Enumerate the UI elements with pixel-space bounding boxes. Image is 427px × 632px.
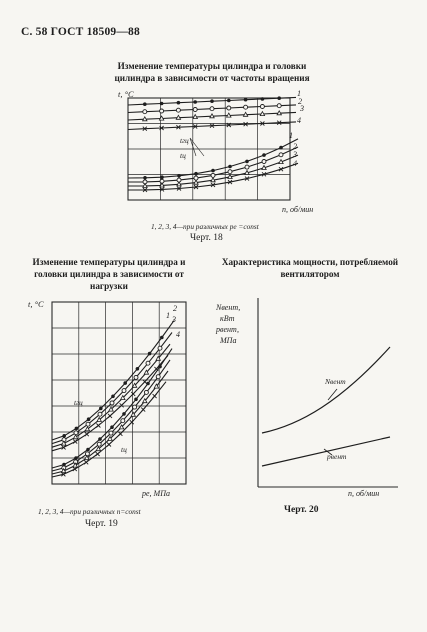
- fig18-curve-label-1b: 1: [289, 131, 293, 140]
- fig18-note: 1, 2, 3, 4—при различных pe =const: [151, 222, 259, 231]
- fig18-series-tgc-label: tгц: [180, 136, 189, 145]
- fig18-curve-label-4: 4: [297, 116, 301, 125]
- fig20-y-label-2: pвент,: [216, 325, 239, 334]
- fig19-series-tc-label: tц: [121, 445, 127, 454]
- fig18-curve-label-2: 2: [298, 97, 302, 106]
- fig19-x-axis-label: pe, МПа: [142, 489, 170, 498]
- fig20-y-label-2-unit: МПа: [220, 336, 237, 345]
- fig18-curve-label-2b: 2: [293, 142, 297, 151]
- fig18-curve-label-4b: 4: [293, 159, 297, 168]
- fig18-title: Изменение температуры цилиндра и головки цилиндра в зависимости от частоты вращения: [114, 61, 310, 83]
- fig19-title: Изменение температуры цилиндра и головки цилиндра в зависимости от нагрузки: [32, 257, 186, 291]
- fig20-caption: Черт. 20: [284, 505, 319, 515]
- page-header: С. 58 ГОСТ 18509—88: [21, 26, 140, 38]
- fig20-curve-n: [262, 347, 390, 433]
- fig18-series-tc-label: tц: [180, 151, 186, 160]
- fig18-x-axis-label: n, об/мин: [282, 205, 314, 214]
- fig20-curve-n-label: Nвент: [325, 377, 346, 386]
- fig19-curve-label-2: 2: [173, 304, 177, 313]
- fig20-title: Характеристика мощности, потребляемой вентилятором: [221, 257, 399, 279]
- fig19-curve-label-4: 4: [176, 330, 180, 339]
- fig20-curve-p-label: pвент: [327, 452, 347, 461]
- fig20-y-label-1-unit: кВт: [220, 314, 235, 323]
- fig19-series-tgc-label: tгц: [74, 398, 83, 407]
- fig18-curve-label-3: 3: [300, 104, 304, 113]
- fig20-y-label-1: Nвент,: [216, 303, 241, 312]
- fig19-y-axis-label: t, °C: [28, 299, 44, 309]
- fig19-curve-label-3: 3: [172, 315, 176, 324]
- fig18-curve-label-3b: 3: [293, 150, 297, 159]
- fig18-curve-label-1: 1: [297, 89, 301, 98]
- fig20-curve-p: [262, 437, 390, 466]
- fig19-caption: Черт. 19: [85, 519, 118, 529]
- fig19-note: 1, 2, 3, 4—при различных n=const: [38, 507, 141, 516]
- fig18-y-axis-label: t, °C: [118, 89, 134, 99]
- fig19-curve-label-1: 1: [166, 311, 170, 320]
- fig18-caption: Черт. 18: [190, 233, 223, 243]
- fig20-x-axis-label: n, об/мин: [348, 489, 380, 498]
